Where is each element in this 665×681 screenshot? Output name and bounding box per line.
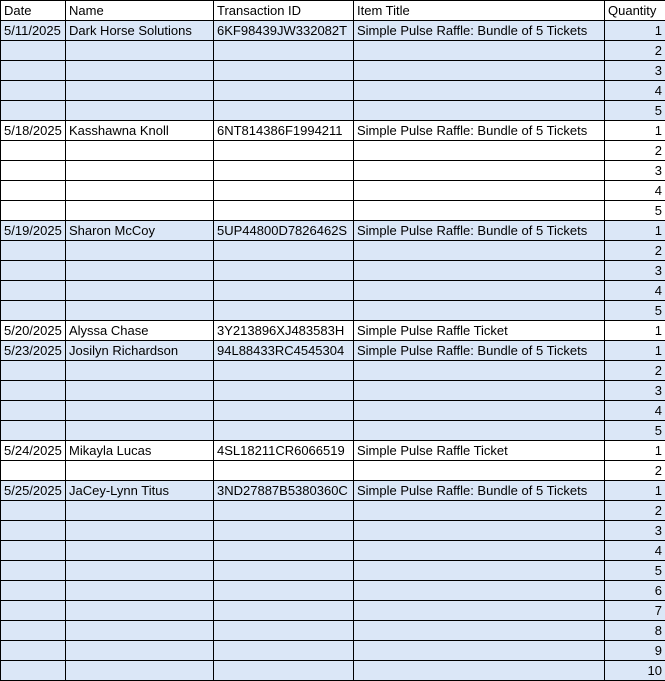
cell-transaction-id[interactable]: 3Y213896XJ483583H	[214, 321, 354, 341]
cell-transaction-id[interactable]	[214, 661, 354, 681]
cell-item-title[interactable]	[354, 241, 605, 261]
table-row	[1, 521, 665, 541]
cell-quantity[interactable]: 1	[605, 441, 665, 461]
cell-name[interactable]	[66, 541, 214, 561]
cell-name[interactable]	[66, 641, 214, 661]
cell-date[interactable]	[1, 381, 66, 401]
table-row	[1, 281, 665, 301]
cell-name[interactable]	[66, 421, 214, 441]
cell-item-title[interactable]: Simple Pulse Raffle Ticket	[354, 441, 605, 461]
cell-name[interactable]	[66, 561, 214, 581]
cell-quantity[interactable]: 6	[605, 581, 665, 601]
cell-transaction-id[interactable]	[214, 401, 354, 421]
cell-item-title[interactable]: Simple Pulse Raffle: Bundle of 5 Tickets	[354, 221, 605, 241]
cell-quantity[interactable]: 5	[605, 421, 665, 441]
cell-date[interactable]: 5/19/2025	[1, 221, 66, 241]
table-row	[1, 421, 665, 441]
table-row	[1, 481, 665, 501]
cell-name[interactable]: Alyssa Chase	[66, 321, 214, 341]
cell-name[interactable]	[66, 301, 214, 321]
cell-quantity[interactable]: 5	[605, 561, 665, 581]
cell-transaction-id[interactable]	[214, 201, 354, 221]
cell-quantity[interactable]: 3	[605, 61, 665, 81]
cell-date[interactable]	[1, 561, 66, 581]
cell-transaction-id[interactable]	[214, 521, 354, 541]
cell-item-title[interactable]: Simple Pulse Raffle: Bundle of 5 Tickets	[354, 341, 605, 361]
cell-transaction-id[interactable]	[214, 381, 354, 401]
table-row	[1, 401, 665, 421]
cell-date[interactable]: 5/25/2025	[1, 481, 66, 501]
cell-quantity[interactable]: 4	[605, 281, 665, 301]
cell-transaction-id[interactable]	[214, 141, 354, 161]
cell-name[interactable]	[66, 41, 214, 61]
cell-transaction-id[interactable]: 4SL18211CR6066519	[214, 441, 354, 461]
cell-transaction-id[interactable]	[214, 81, 354, 101]
cell-item-title[interactable]	[354, 561, 605, 581]
cell-item-title[interactable]	[354, 101, 605, 121]
cell-transaction-id[interactable]	[214, 41, 354, 61]
cell-name[interactable]	[66, 521, 214, 541]
cell-transaction-id[interactable]: 3ND27887B5380360C	[214, 481, 354, 501]
cell-item-title[interactable]	[354, 81, 605, 101]
cell-item-title[interactable]	[354, 61, 605, 81]
cell-name[interactable]	[66, 661, 214, 681]
cell-date[interactable]	[1, 61, 66, 81]
cell-transaction-id[interactable]	[214, 281, 354, 301]
cell-date[interactable]	[1, 621, 66, 641]
table-row	[1, 241, 665, 261]
cell-date[interactable]: 5/23/2025	[1, 341, 66, 361]
cell-item-title[interactable]	[354, 141, 605, 161]
cell-item-title[interactable]: Simple Pulse Raffle: Bundle of 5 Tickets	[354, 121, 605, 141]
cell-date[interactable]	[1, 161, 66, 181]
table-row	[1, 621, 665, 641]
cell-item-title[interactable]	[354, 281, 605, 301]
cell-date[interactable]	[1, 521, 66, 541]
table-row	[1, 101, 665, 121]
cell-transaction-id[interactable]	[214, 501, 354, 521]
cell-name[interactable]	[66, 401, 214, 421]
cell-transaction-id[interactable]	[214, 161, 354, 181]
cell-quantity[interactable]: 1	[605, 221, 665, 241]
cell-date[interactable]	[1, 141, 66, 161]
cell-item-title[interactable]	[354, 421, 605, 441]
cell-transaction-id[interactable]	[214, 181, 354, 201]
cell-date[interactable]	[1, 301, 66, 321]
table-row	[1, 461, 665, 481]
cell-quantity[interactable]: 4	[605, 81, 665, 101]
cell-quantity[interactable]: 2	[605, 501, 665, 521]
cell-date[interactable]	[1, 101, 66, 121]
table-row	[1, 441, 665, 461]
cell-quantity[interactable]: 1	[605, 121, 665, 141]
header-row	[1, 1, 665, 21]
cell-item-title[interactable]	[354, 521, 605, 541]
cell-quantity[interactable]: 5	[605, 201, 665, 221]
cell-item-title[interactable]	[354, 501, 605, 521]
cell-quantity[interactable]: 5	[605, 101, 665, 121]
cell-quantity[interactable]: 2	[605, 461, 665, 481]
cell-name[interactable]	[66, 461, 214, 481]
cell-name[interactable]	[66, 281, 214, 301]
cell-item-title[interactable]: Simple Pulse Raffle: Bundle of 5 Tickets	[354, 21, 605, 41]
table-row	[1, 301, 665, 321]
cell-item-title[interactable]	[354, 601, 605, 621]
cell-date[interactable]	[1, 581, 66, 601]
cell-transaction-id[interactable]	[214, 621, 354, 641]
cell-item-title[interactable]	[354, 641, 605, 661]
cell-transaction-id[interactable]	[214, 101, 354, 121]
cell-transaction-id[interactable]: 5UP44800D7826462S	[214, 221, 354, 241]
cell-name[interactable]	[66, 581, 214, 601]
table-row	[1, 601, 665, 621]
header-transaction-id[interactable]: Transaction ID	[214, 1, 354, 21]
cell-quantity[interactable]: 8	[605, 621, 665, 641]
cell-name[interactable]: Josilyn Richardson	[66, 341, 214, 361]
cell-name[interactable]	[66, 141, 214, 161]
header-date[interactable]: Date	[1, 1, 66, 21]
cell-item-title[interactable]: Simple Pulse Raffle: Bundle of 5 Tickets	[354, 481, 605, 501]
cell-transaction-id[interactable]	[214, 461, 354, 481]
cell-transaction-id[interactable]	[214, 541, 354, 561]
cell-date[interactable]	[1, 661, 66, 681]
cell-name[interactable]: Dark Horse Solutions	[66, 21, 214, 41]
table-row	[1, 581, 665, 601]
cell-date[interactable]	[1, 421, 66, 441]
cell-name[interactable]	[66, 601, 214, 621]
cell-transaction-id[interactable]	[214, 361, 354, 381]
cell-date[interactable]	[1, 401, 66, 421]
sheet-body	[1, 21, 665, 681]
cell-transaction-id[interactable]	[214, 641, 354, 661]
table-row	[1, 381, 665, 401]
cell-quantity[interactable]: 3	[605, 521, 665, 541]
cell-transaction-id[interactable]	[214, 601, 354, 621]
cell-quantity[interactable]: 4	[605, 541, 665, 561]
table-row	[1, 321, 665, 341]
cell-item-title[interactable]	[354, 581, 605, 601]
cell-date[interactable]	[1, 601, 66, 621]
header-quantity[interactable]: Quantity	[605, 1, 665, 21]
cell-date[interactable]	[1, 281, 66, 301]
cell-quantity[interactable]: 2	[605, 241, 665, 261]
cell-name[interactable]	[66, 501, 214, 521]
table-row	[1, 641, 665, 661]
cell-date[interactable]	[1, 361, 66, 381]
cell-transaction-id[interactable]: 6NT814386F1994211	[214, 121, 354, 141]
cell-item-title[interactable]	[354, 361, 605, 381]
cell-item-title[interactable]	[354, 181, 605, 201]
cell-item-title[interactable]	[354, 621, 605, 641]
cell-name[interactable]: Kasshawna Knoll	[66, 121, 214, 141]
table-row	[1, 661, 665, 681]
cell-quantity[interactable]: 1	[605, 21, 665, 41]
cell-date[interactable]	[1, 181, 66, 201]
cell-quantity[interactable]: 3	[605, 381, 665, 401]
table-row	[1, 21, 665, 41]
cell-quantity[interactable]: 5	[605, 301, 665, 321]
table-row	[1, 161, 665, 181]
cell-name[interactable]	[66, 101, 214, 121]
table-row	[1, 41, 665, 61]
table-row	[1, 261, 665, 281]
cell-name[interactable]: Mikayla Lucas	[66, 441, 214, 461]
cell-name[interactable]	[66, 241, 214, 261]
cell-date[interactable]	[1, 201, 66, 221]
cell-name[interactable]	[66, 161, 214, 181]
cell-quantity[interactable]: 2	[605, 41, 665, 61]
cell-item-title[interactable]: Simple Pulse Raffle Ticket	[354, 321, 605, 341]
cell-quantity[interactable]: 1	[605, 321, 665, 341]
header-name[interactable]: Name	[66, 1, 214, 21]
cell-date[interactable]	[1, 541, 66, 561]
cell-date[interactable]	[1, 241, 66, 261]
table-row	[1, 221, 665, 241]
cell-quantity[interactable]: 2	[605, 361, 665, 381]
cell-transaction-id[interactable]	[214, 261, 354, 281]
cell-quantity[interactable]: 9	[605, 641, 665, 661]
cell-quantity[interactable]: 3	[605, 261, 665, 281]
cell-item-title[interactable]	[354, 461, 605, 481]
cell-transaction-id[interactable]	[214, 241, 354, 261]
table-row	[1, 201, 665, 221]
cell-quantity[interactable]: 7	[605, 601, 665, 621]
cell-transaction-id[interactable]: 94L88433RC4545304	[214, 341, 354, 361]
cell-quantity[interactable]: 4	[605, 401, 665, 421]
table-row	[1, 561, 665, 581]
cell-date[interactable]	[1, 641, 66, 661]
table-row	[1, 361, 665, 381]
cell-item-title[interactable]	[354, 161, 605, 181]
cell-item-title[interactable]	[354, 541, 605, 561]
table-row	[1, 501, 665, 521]
cell-quantity[interactable]: 10	[605, 661, 665, 681]
cell-quantity[interactable]: 2	[605, 141, 665, 161]
cell-date[interactable]	[1, 81, 66, 101]
cell-item-title[interactable]	[354, 301, 605, 321]
cell-quantity[interactable]: 4	[605, 181, 665, 201]
cell-quantity[interactable]: 1	[605, 481, 665, 501]
cell-name[interactable]	[66, 61, 214, 81]
cell-item-title[interactable]	[354, 201, 605, 221]
cell-item-title[interactable]	[354, 381, 605, 401]
cell-name[interactable]	[66, 381, 214, 401]
cell-transaction-id[interactable]	[214, 581, 354, 601]
cell-name[interactable]	[66, 261, 214, 281]
cell-item-title[interactable]	[354, 41, 605, 61]
cell-name[interactable]	[66, 201, 214, 221]
cell-item-title[interactable]	[354, 661, 605, 681]
cell-item-title[interactable]	[354, 261, 605, 281]
header-item-title[interactable]: Item Title	[354, 1, 605, 21]
cell-date[interactable]	[1, 41, 66, 61]
table-row	[1, 121, 665, 141]
cell-transaction-id[interactable]	[214, 421, 354, 441]
cell-transaction-id[interactable]	[214, 561, 354, 581]
cell-name[interactable]: Sharon McCoy	[66, 221, 214, 241]
cell-item-title[interactable]	[354, 401, 605, 421]
cell-quantity[interactable]: 1	[605, 341, 665, 361]
cell-name[interactable]: JaCey-Lynn Titus	[66, 481, 214, 501]
table-row	[1, 141, 665, 161]
cell-date[interactable]: 5/18/2025	[1, 121, 66, 141]
cell-name[interactable]	[66, 181, 214, 201]
cell-date[interactable]	[1, 461, 66, 481]
cell-date[interactable]	[1, 501, 66, 521]
table-row	[1, 61, 665, 81]
cell-name[interactable]	[66, 621, 214, 641]
cell-name[interactable]	[66, 361, 214, 381]
cell-name[interactable]	[66, 81, 214, 101]
cell-date[interactable]: 5/11/2025	[1, 21, 66, 41]
table-row	[1, 81, 665, 101]
cell-quantity[interactable]: 3	[605, 161, 665, 181]
table-row	[1, 341, 665, 361]
cell-date[interactable]: 5/20/2025	[1, 321, 66, 341]
cell-date[interactable]	[1, 261, 66, 281]
cell-transaction-id[interactable]	[214, 301, 354, 321]
table-row	[1, 541, 665, 561]
cell-date[interactable]: 5/24/2025	[1, 441, 66, 461]
cell-transaction-id[interactable]	[214, 61, 354, 81]
table-row	[1, 181, 665, 201]
cell-transaction-id[interactable]: 6KF98439JW332082T	[214, 21, 354, 41]
